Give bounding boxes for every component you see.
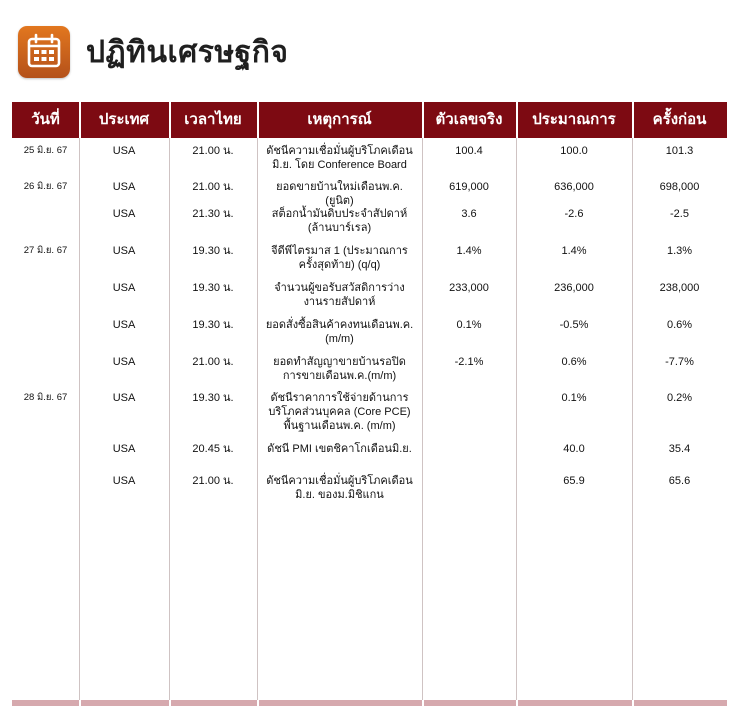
row-event: สต็อกน้ำมันดิบประจำสัปดาห์ (ล้านบาร์เรล) xyxy=(271,208,408,234)
header-divider xyxy=(632,102,634,138)
row-event: ยอดทำสัญญาขายบ้านรอปิดการขายเดือนพ.ค.(m/m) xyxy=(273,356,406,382)
footer-divider xyxy=(79,700,81,706)
header-divider xyxy=(169,102,171,138)
header-divider xyxy=(422,102,424,138)
row-forecast: -0.5% xyxy=(559,319,589,331)
footer-divider xyxy=(632,700,634,706)
row-time: 21.30 น. xyxy=(192,208,234,220)
row-time: 19.30 น. xyxy=(192,282,234,294)
row-actual: 619,000 xyxy=(449,181,489,193)
column-header-forecast: ประมาณการ xyxy=(532,111,616,128)
row-forecast: 636,000 xyxy=(554,181,594,193)
column-header-country: ประเทศ xyxy=(98,111,150,128)
row-forecast: 40.0 xyxy=(563,443,585,455)
row-time: 21.00 น. xyxy=(192,475,234,487)
calendar-table xyxy=(12,102,727,706)
row-previous: 698,000 xyxy=(659,181,700,193)
footer-divider xyxy=(169,700,171,706)
row-actual: 3.6 xyxy=(461,208,477,220)
row-country: USA xyxy=(112,319,136,331)
row-previous: 1.3% xyxy=(666,245,693,257)
row-time: 21.00 น. xyxy=(192,356,234,368)
row-country: USA xyxy=(112,392,136,404)
table-footer-bar xyxy=(12,700,727,706)
row-time: 20.45 น. xyxy=(192,443,234,455)
row-country: USA xyxy=(112,181,136,193)
row-actual: 1.4% xyxy=(456,245,482,257)
row-forecast: 65.9 xyxy=(563,475,585,487)
header-divider xyxy=(516,102,518,138)
row-previous: 65.6 xyxy=(668,475,691,487)
column-divider xyxy=(79,138,80,700)
row-actual: -2.1% xyxy=(454,356,484,368)
row-event: ดัชนีความเชื่อมั่นผู้บริโภคเดือนมิ.ย. โดย Conference Board xyxy=(266,145,413,171)
row-forecast: 0.6% xyxy=(561,356,587,368)
header-divider xyxy=(257,102,259,138)
column-header-date: วันที่ xyxy=(31,111,60,128)
row-country: USA xyxy=(112,245,136,257)
row-previous: 238,000 xyxy=(659,282,700,294)
column-divider xyxy=(169,138,170,700)
row-time: 19.30 น. xyxy=(192,319,234,331)
column-divider xyxy=(632,138,633,700)
column-header-time: เวลาไทย xyxy=(184,111,242,128)
calendar-icon xyxy=(18,26,70,78)
row-event: ยอดขายบ้านใหม่เดือนพ.ค. (ยูนิต) xyxy=(276,181,403,207)
row-time: 21.00 น. xyxy=(192,145,234,157)
row-forecast: -2.6 xyxy=(564,208,584,220)
header-divider xyxy=(79,102,81,138)
row-actual: 0.1% xyxy=(456,319,482,331)
table-header xyxy=(12,102,727,138)
footer-divider xyxy=(257,700,259,706)
row-previous: -2.5 xyxy=(670,208,689,220)
page-header xyxy=(18,24,288,80)
row-time: 19.30 น. xyxy=(192,392,234,404)
row-event: จีดีพีไตรมาส 1 (ประมาณการครั้งสุดท้าย) (q/q) xyxy=(271,245,408,271)
column-divider xyxy=(257,138,258,700)
column-header-event: เหตุการณ์ xyxy=(307,111,372,128)
row-time: 21.00 น. xyxy=(192,181,234,193)
footer-divider xyxy=(422,700,424,706)
row-time: 19.30 น. xyxy=(192,245,234,257)
row-actual: 233,000 xyxy=(449,282,489,294)
column-header-actual: ตัวเลขจริง xyxy=(435,111,503,128)
row-country: USA xyxy=(112,475,136,487)
column-divider xyxy=(422,138,423,700)
row-country: USA xyxy=(112,282,136,294)
row-previous: 0.2% xyxy=(666,392,693,404)
row-event: ดัชนี PMI เขตชิคาโกเดือนมิ.ย. xyxy=(267,443,412,455)
row-forecast: 100.0 xyxy=(560,145,588,157)
column-header-previous: ครั้งก่อน xyxy=(652,111,707,128)
row-event: ยอดสั่งซื้อสินค้าคงทนเดือนพ.ค.(m/m) xyxy=(265,319,414,345)
row-event: ดัชนีราคาการใช้จ่ายด้านการบริโภคส่วนบุคคล (Core PCE) พื้นฐานเดือนพ.ค. (m/m) xyxy=(268,392,411,432)
row-country: USA xyxy=(112,145,136,157)
row-previous: 101.3 xyxy=(665,145,694,157)
row-date: 25 มิ.ย. 67 xyxy=(23,145,68,156)
row-forecast: 0.1% xyxy=(561,392,587,404)
row-date: 27 มิ.ย. 67 xyxy=(23,245,68,256)
row-forecast: 1.4% xyxy=(561,245,587,257)
row-date: 26 มิ.ย. 67 xyxy=(23,181,68,192)
row-country: USA xyxy=(112,356,136,368)
row-previous: -7.7% xyxy=(665,356,694,368)
row-event: ดัชนีความเชื่อมั่นผู้บริโภคเดือนมิ.ย. ของม.มิชิแกน xyxy=(266,475,413,501)
row-forecast: 236,000 xyxy=(554,282,594,294)
row-country: USA xyxy=(112,208,136,220)
row-actual: 100.4 xyxy=(455,145,483,157)
page-title: ปฏิทินเศรษฐกิจ xyxy=(86,35,289,69)
row-previous: 35.4 xyxy=(668,443,691,455)
row-previous: 0.6% xyxy=(666,319,693,331)
row-event: จำนวนผู้ขอรับสวัสดิการว่างงานรายสัปดาห์ xyxy=(274,282,405,308)
column-divider xyxy=(516,138,517,700)
row-date: 28 มิ.ย. 67 xyxy=(23,392,68,403)
footer-divider xyxy=(516,700,518,706)
row-country: USA xyxy=(112,443,136,455)
